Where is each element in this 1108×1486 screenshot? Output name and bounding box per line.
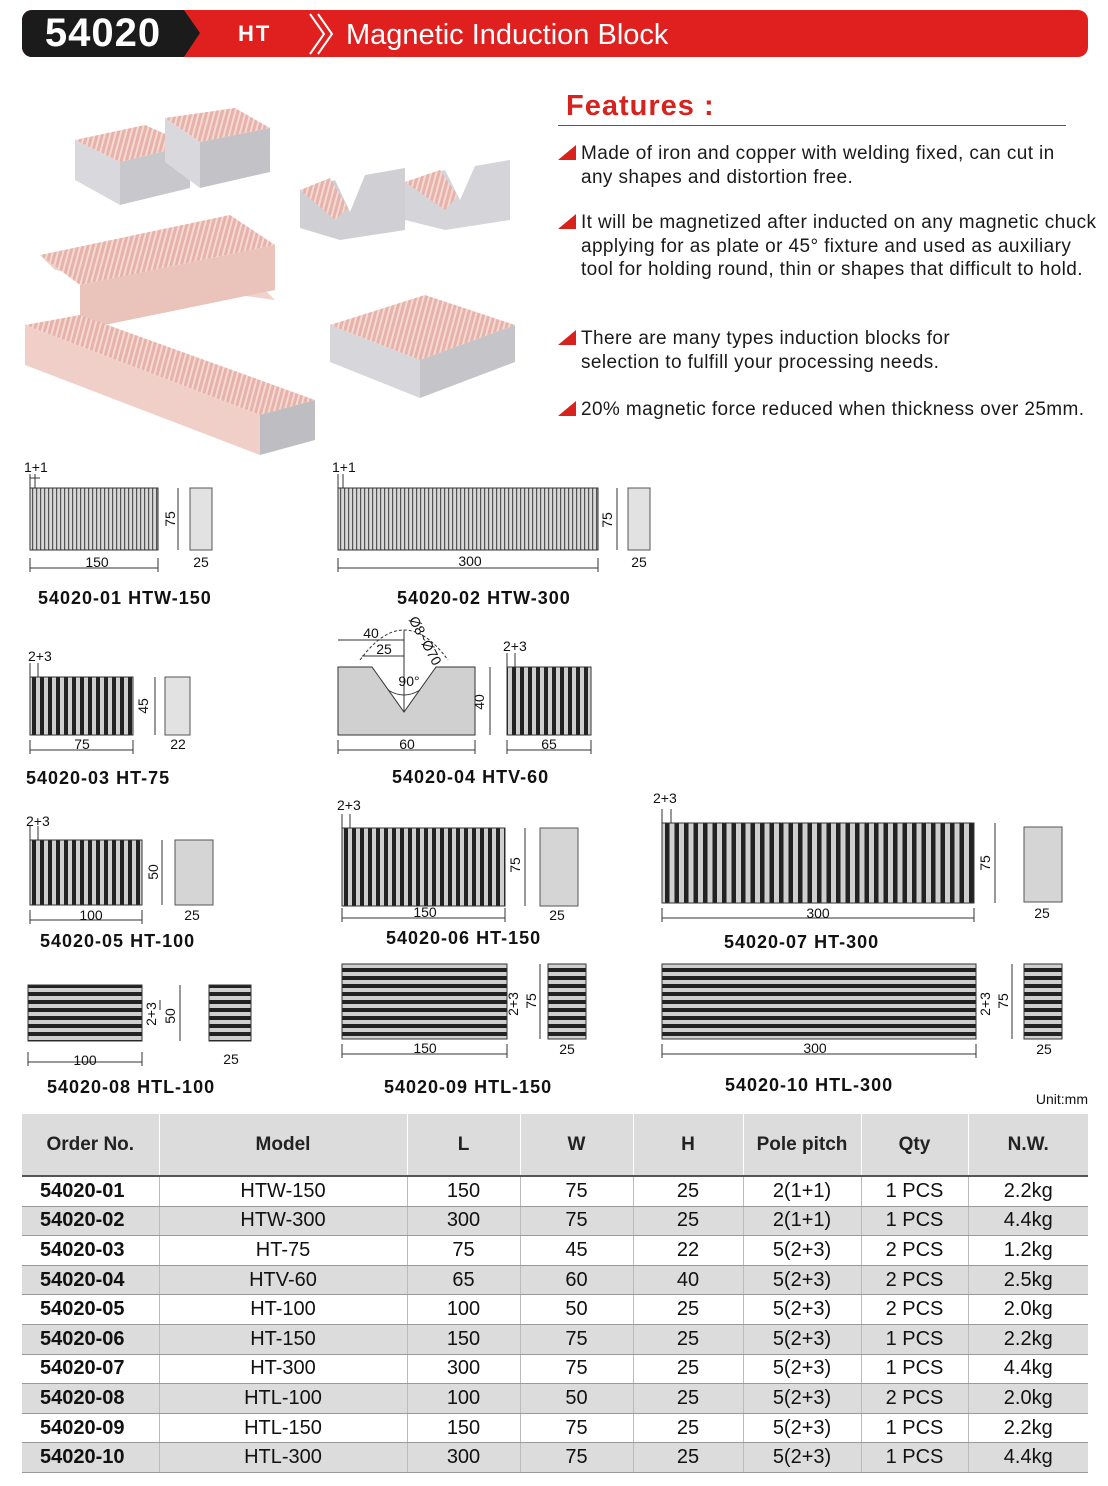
cell: 54020-09 bbox=[22, 1413, 159, 1443]
cell: 2.2kg bbox=[968, 1413, 1088, 1443]
dim-thickness: 25 bbox=[223, 1051, 239, 1067]
cell: 75 bbox=[520, 1324, 633, 1354]
cell: 2 PCS bbox=[861, 1236, 968, 1266]
feature-item: Made of iron and copper with welding fixed, can cut in any shapes and distortion free. bbox=[558, 142, 1098, 189]
dim-thickness: 25 bbox=[193, 554, 209, 570]
caption-htv-60: 54020-04 HTV-60 bbox=[392, 767, 550, 787]
cell: 54020-08 bbox=[22, 1384, 159, 1414]
dim-v-top: 40 bbox=[363, 625, 379, 641]
dim-pitch: 1+1 bbox=[24, 459, 48, 475]
dim-pitch: 2+3 bbox=[977, 992, 993, 1016]
dim-length: 300 bbox=[803, 1040, 827, 1056]
features-title: Features : bbox=[566, 90, 715, 122]
cell: 50 bbox=[520, 1295, 633, 1325]
feature-item: 20% magnetic force reduced when thickness over 25mm. bbox=[558, 398, 1098, 422]
diagram-ht-100 bbox=[26, 813, 213, 924]
col-qty: Qty bbox=[861, 1114, 968, 1176]
dim-pitch: 2+3 bbox=[143, 1002, 159, 1026]
table-row bbox=[22, 1443, 1088, 1473]
cell: 75 bbox=[520, 1443, 633, 1473]
table-row bbox=[22, 1206, 1088, 1236]
diagram-ht-150 bbox=[337, 797, 578, 923]
diagram-htl-150 bbox=[342, 964, 586, 1058]
dim-pitch: 2+3 bbox=[505, 992, 521, 1016]
diagram-ht-75 bbox=[28, 648, 190, 754]
dim-height: 45 bbox=[135, 698, 151, 714]
cell: 100 bbox=[407, 1384, 520, 1414]
cell: 54020-02 bbox=[22, 1206, 159, 1236]
cell: 2.0kg bbox=[968, 1384, 1088, 1414]
page-title: Magnetic Induction Block bbox=[346, 19, 669, 51]
cell: 25 bbox=[633, 1413, 743, 1443]
cell: HTL-300 bbox=[159, 1443, 407, 1473]
dim-height: 50 bbox=[145, 864, 161, 880]
caption-ht-300: 54020-07 HT-300 bbox=[724, 932, 880, 952]
cell: 300 bbox=[407, 1206, 520, 1236]
diagram-htl-300 bbox=[662, 964, 1062, 1058]
cell: 75 bbox=[520, 1206, 633, 1236]
dim-length: 150 bbox=[413, 1040, 437, 1056]
table-row bbox=[22, 1265, 1088, 1295]
cell: 5(2+3) bbox=[743, 1236, 861, 1266]
cell: 300 bbox=[407, 1354, 520, 1384]
cell: 150 bbox=[407, 1176, 520, 1206]
dim-pitch: 2+3 bbox=[26, 813, 50, 829]
dim-thickness: 22 bbox=[170, 736, 186, 752]
dim-length: 100 bbox=[73, 1052, 97, 1068]
caption-htw-300: 54020-02 HTW-300 bbox=[397, 588, 571, 608]
cell: 4.4kg bbox=[968, 1354, 1088, 1384]
diagram-htv-60 bbox=[338, 613, 591, 754]
cell: 50 bbox=[520, 1384, 633, 1414]
dim-length: 150 bbox=[413, 904, 437, 920]
series-label: HT bbox=[238, 21, 272, 46]
dim-pitch: 2+3 bbox=[653, 790, 677, 806]
cell: HT-75 bbox=[159, 1236, 407, 1266]
diagram-ht-300 bbox=[653, 790, 1062, 922]
cell: 2.5kg bbox=[968, 1265, 1088, 1295]
cell: HTL-150 bbox=[159, 1413, 407, 1443]
cell: 1 PCS bbox=[861, 1324, 968, 1354]
cell: HT-300 bbox=[159, 1354, 407, 1384]
dim-pitch: 1+1 bbox=[332, 459, 356, 475]
dim-height: 75 bbox=[523, 993, 539, 1009]
table-row bbox=[22, 1354, 1088, 1384]
caption-htl-300: 54020-10 HTL-300 bbox=[725, 1075, 894, 1095]
table-row bbox=[22, 1176, 1088, 1206]
cell: 75 bbox=[407, 1236, 520, 1266]
caption-ht-75: 54020-03 HT-75 bbox=[26, 768, 171, 788]
cell: 300 bbox=[407, 1443, 520, 1473]
unit-label: Unit:mm bbox=[1035, 1091, 1088, 1107]
dim-length: 300 bbox=[806, 905, 830, 921]
dim-thickness: 25 bbox=[631, 554, 647, 570]
dim-pitch: 2+3 bbox=[28, 648, 52, 664]
caption-htl-100: 54020-08 HTL-100 bbox=[47, 1077, 216, 1097]
cell: 5(2+3) bbox=[743, 1413, 861, 1443]
cell: 1 PCS bbox=[861, 1176, 968, 1206]
dim-diameter: Ø8~Ø70 bbox=[405, 613, 445, 668]
cell: HT-150 bbox=[159, 1324, 407, 1354]
cell: 2 PCS bbox=[861, 1384, 968, 1414]
cell: 54020-03 bbox=[22, 1236, 159, 1266]
dim-thickness: 25 bbox=[1034, 905, 1050, 921]
dim-length: 100 bbox=[79, 907, 103, 923]
cell: 2 PCS bbox=[861, 1265, 968, 1295]
cell: 40 bbox=[633, 1265, 743, 1295]
cell: 2(1+1) bbox=[743, 1176, 861, 1206]
cell: 1 PCS bbox=[861, 1206, 968, 1236]
dim-height: 75 bbox=[507, 857, 523, 873]
diagram-htw-300 bbox=[332, 459, 650, 572]
table-row bbox=[22, 1295, 1088, 1325]
dim-thickness: 25 bbox=[559, 1041, 575, 1057]
cell: 2(1+1) bbox=[743, 1206, 861, 1236]
col-w: W bbox=[520, 1114, 633, 1176]
col-pole-pitch: Pole pitch bbox=[743, 1114, 861, 1176]
cell: 65 bbox=[407, 1265, 520, 1295]
table-row bbox=[22, 1324, 1088, 1354]
caption-ht-100: 54020-05 HT-100 bbox=[40, 931, 196, 951]
dim-height: 75 bbox=[162, 511, 178, 527]
caption-htw-150: 54020-01 HTW-150 bbox=[38, 588, 212, 608]
cell: 75 bbox=[520, 1354, 633, 1384]
cell: 25 bbox=[633, 1443, 743, 1473]
dim-length: 300 bbox=[458, 553, 482, 569]
cell: 60 bbox=[520, 1265, 633, 1295]
table-header-row bbox=[22, 1114, 1088, 1176]
dim-pitch: 2+3 bbox=[337, 797, 361, 813]
cell: 150 bbox=[407, 1413, 520, 1443]
col-h: H bbox=[633, 1114, 743, 1176]
cell: 5(2+3) bbox=[743, 1443, 861, 1473]
cell: 54020-05 bbox=[22, 1295, 159, 1325]
caption-htl-150: 54020-09 HTL-150 bbox=[384, 1077, 553, 1097]
cell: 150 bbox=[407, 1324, 520, 1354]
cell: 100 bbox=[407, 1295, 520, 1325]
cell: 2.2kg bbox=[968, 1176, 1088, 1206]
cell: 2.0kg bbox=[968, 1295, 1088, 1325]
col-order-no: Order No. bbox=[22, 1114, 159, 1176]
cell: HT-100 bbox=[159, 1295, 407, 1325]
cell: 54020-01 bbox=[22, 1176, 159, 1206]
cell: 54020-07 bbox=[22, 1354, 159, 1384]
diagram-htw-150 bbox=[24, 459, 212, 572]
table-row bbox=[22, 1384, 1088, 1414]
dim-height: 50 bbox=[162, 1008, 178, 1024]
dim-pitch: 2+3 bbox=[503, 638, 527, 654]
dim-thickness: 25 bbox=[184, 907, 200, 923]
product-code: 54020 bbox=[44, 11, 162, 55]
cell: 4.4kg bbox=[968, 1206, 1088, 1236]
cell: 5(2+3) bbox=[743, 1265, 861, 1295]
dim-height: 75 bbox=[995, 993, 1011, 1009]
table-row bbox=[22, 1236, 1088, 1266]
cell: HTV-60 bbox=[159, 1265, 407, 1295]
col-nw: N.W. bbox=[968, 1114, 1088, 1176]
col-model: Model bbox=[159, 1114, 407, 1176]
dim-height: 75 bbox=[599, 512, 615, 528]
feature-item: There are many types induction blocks for selection to fulfill your processing needs. bbox=[558, 327, 1098, 374]
cell: 54020-06 bbox=[22, 1324, 159, 1354]
dim-thickness: 65 bbox=[541, 736, 557, 752]
cell: 5(2+3) bbox=[743, 1354, 861, 1384]
cell: 4.4kg bbox=[968, 1443, 1088, 1473]
cell: 5(2+3) bbox=[743, 1295, 861, 1325]
cell: 54020-04 bbox=[22, 1265, 159, 1295]
diagram-htl-100 bbox=[28, 985, 251, 1068]
cell: 25 bbox=[633, 1354, 743, 1384]
cell: HTW-300 bbox=[159, 1206, 407, 1236]
caption-ht-150: 54020-06 HT-150 bbox=[386, 928, 542, 948]
cell: 54020-10 bbox=[22, 1443, 159, 1473]
dim-angle: 90° bbox=[398, 673, 420, 689]
spec-table bbox=[22, 1114, 1088, 1473]
cell: HTW-150 bbox=[159, 1176, 407, 1206]
dim-height: 75 bbox=[977, 855, 993, 871]
feature-item: It will be magnetized after inducted on any magnetic chuck applying for as plate or 45° fixture and used as auxiliary tool for holding round, thin or shapes that difficult to hold. bbox=[558, 211, 1098, 282]
cell: 1.2kg bbox=[968, 1236, 1088, 1266]
dim-length: 75 bbox=[74, 736, 90, 752]
cell: 1 PCS bbox=[861, 1413, 968, 1443]
dim-v-inner: 25 bbox=[376, 641, 392, 657]
dim-height: 40 bbox=[471, 694, 487, 710]
cell: 5(2+3) bbox=[743, 1324, 861, 1354]
dim-length: 60 bbox=[399, 736, 415, 752]
dim-length: 150 bbox=[85, 554, 109, 570]
cell: HTL-100 bbox=[159, 1384, 407, 1414]
cell: 25 bbox=[633, 1324, 743, 1354]
cell: 25 bbox=[633, 1176, 743, 1206]
cell: 75 bbox=[520, 1413, 633, 1443]
cell: 45 bbox=[520, 1236, 633, 1266]
dim-thickness: 25 bbox=[549, 907, 565, 923]
cell: 25 bbox=[633, 1384, 743, 1414]
col-l: L bbox=[407, 1114, 520, 1176]
cell: 2.2kg bbox=[968, 1324, 1088, 1354]
dim-thickness: 25 bbox=[1036, 1041, 1052, 1057]
cell: 1 PCS bbox=[861, 1443, 968, 1473]
cell: 75 bbox=[520, 1176, 633, 1206]
cell: 5(2+3) bbox=[743, 1384, 861, 1414]
cell: 25 bbox=[633, 1206, 743, 1236]
table-row bbox=[22, 1413, 1088, 1443]
cell: 2 PCS bbox=[861, 1295, 968, 1325]
cell: 22 bbox=[633, 1236, 743, 1266]
cell: 25 bbox=[633, 1295, 743, 1325]
cell: 1 PCS bbox=[861, 1354, 968, 1384]
